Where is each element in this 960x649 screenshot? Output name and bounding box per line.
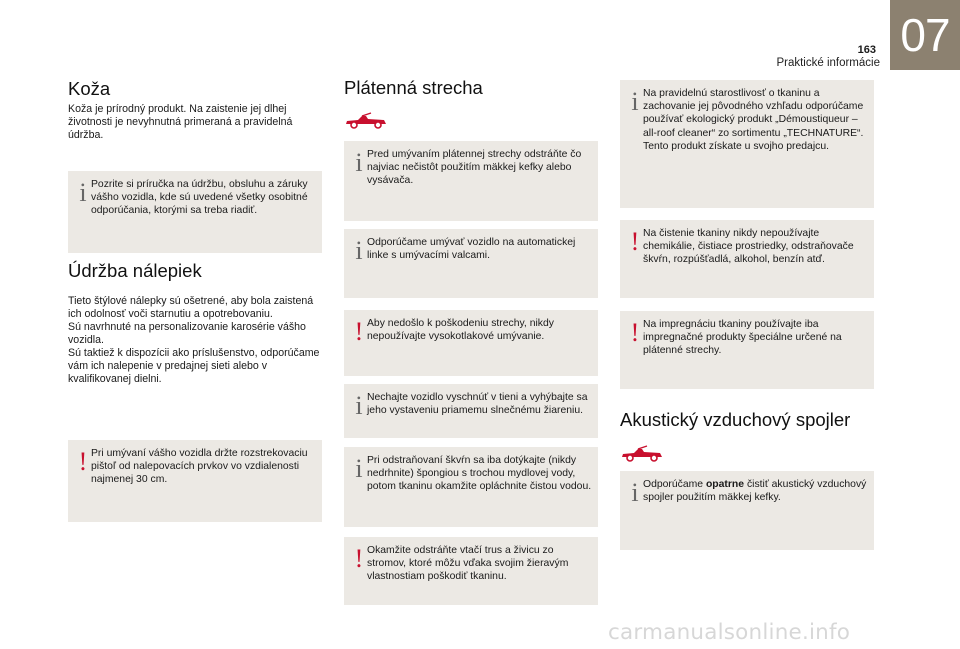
info-box-stains (344, 447, 598, 527)
warning-text: Na čistenie tkaniny nikdy nepoužívajte chemikálie, čistiace prostriedky, odstraňovače škvŕn, rozpúšťadlá, alkohol, benzín atď. (643, 228, 854, 266)
page-number: 163 (857, 44, 876, 56)
warning-icon: ! (354, 544, 364, 573)
info-text: Pri odstraňovaní škvŕn sa iba dotýkajte (nikdy nedrhnite) špongiou s trochou mydlovej vody, potom tkaninu okamžite opláchnite čistou vodou. (367, 455, 592, 493)
info-icon: i (355, 148, 363, 177)
info-text (643, 478, 868, 504)
warning-text: Aby nedošlo k poškodeniu strechy, nikdy nepoužívajte vysokotlakové umývanie. (367, 318, 554, 343)
info-text: Na pravidelnú starostlivosť o tkaninu a zachovanie jej pôvodného vzhľadu odporúčame používať ekologický produkt „Démoustiqueur – all-roof cleaner“ zo sortimentu „TECHNATURE“. Tento produkt získate u svojho predajcu. (643, 88, 864, 152)
info-box-maintenance (68, 171, 322, 253)
heading-spoiler: Akustický vzduchový spojler (620, 409, 851, 430)
warning-icon: ! (354, 317, 364, 346)
info-icon: i (355, 236, 363, 265)
chapter-tab: 07 (890, 0, 960, 70)
heading-roof: Plátenná strecha (344, 77, 483, 98)
warning-text: Na impregnáciu tkaniny používajte iba impregnačné produkty špeciálne určené na plátenné strechy. (643, 319, 842, 357)
warning-box-impregnation (620, 311, 874, 389)
heading-leather: Koža (68, 78, 111, 99)
warning-text: Pri umývaní vášho vozidla držte rozstrekovaciu pištoľ od nalepovacích prvkov vo vzdialenosti najmenej 30 cm. (91, 448, 308, 486)
decals-text: Tieto štýlové nálepky sú ošetrené, aby bola zaistená ich odolnosť voči starnutiu a opotrebovaniu. Sú navrhnuté na personalizovanie karosérie vášho vozidla. Sú taktiež k dispozícii ako príslušenstvo, odporúčame vám ich nalepenie v predajnej sieti alebo v kvalifikovanej dielni. (68, 295, 320, 385)
spoiler-text-pre: Odporúčame (643, 479, 706, 490)
warning-box-chemicals (620, 220, 874, 298)
watermark: carmanualsonline.info (608, 620, 851, 645)
info-box-care (620, 80, 874, 208)
section-title: Praktické informácie (776, 57, 880, 69)
info-icon: i (631, 87, 639, 116)
warning-box-birds (344, 537, 598, 605)
convertible-car-icon (344, 112, 388, 130)
info-icon: i (355, 391, 363, 420)
spoiler-text-post: čistiť akustický vzduchový spojler použitím mäkkej kefky. (643, 479, 867, 504)
warning-icon: ! (630, 227, 640, 256)
convertible-car-icon (620, 445, 664, 463)
warning-box-pressure (68, 440, 322, 522)
spoiler-text-bold: opatrne (705, 479, 745, 490)
warning-icon: ! (78, 447, 88, 476)
info-box-shade (344, 384, 598, 438)
info-box-vacuum (344, 141, 598, 221)
warning-text: Okamžite odstráňte vtačí trus a živicu zo stromov, ktoré môžu vďaka svojim žieravým vlastnostiam poškodiť tkaninu. (367, 545, 569, 583)
info-icon: i (355, 454, 363, 483)
info-text: Pred umývaním plátennej strechy odstráňte čo najviac nečistôt použitím mäkkej kefky alebo vysávača. (367, 149, 582, 187)
info-icon: i (79, 178, 87, 207)
warning-box-damage (344, 310, 598, 376)
info-text: Nechajte vozidlo vyschnúť v tieni a vyhýbajte sa jeho vystaveniu priamemu slnečnému žiareniu. (367, 392, 588, 417)
leather-text: Koža je prírodný produkt. Na zaistenie jej dlhej životnosti je nevyhnutná primeraná a pravidelná údržba. (68, 103, 293, 141)
heading-decals: Údržba nálepiek (68, 260, 202, 281)
warning-icon: ! (630, 318, 640, 347)
info-text: Pozrite si príručka na údržbu, obsluhu a záruky vášho vozidla, kde sú uvedené všetky osobitné odporúčania, ktorými sa treba riadiť. (91, 179, 308, 217)
info-icon: i (631, 478, 639, 507)
info-box-spoiler (620, 471, 874, 550)
info-box-carwash (344, 229, 598, 298)
info-text: Odporúčame umývať vozidlo na automatickej linke s umývacími valcami. (367, 237, 576, 262)
